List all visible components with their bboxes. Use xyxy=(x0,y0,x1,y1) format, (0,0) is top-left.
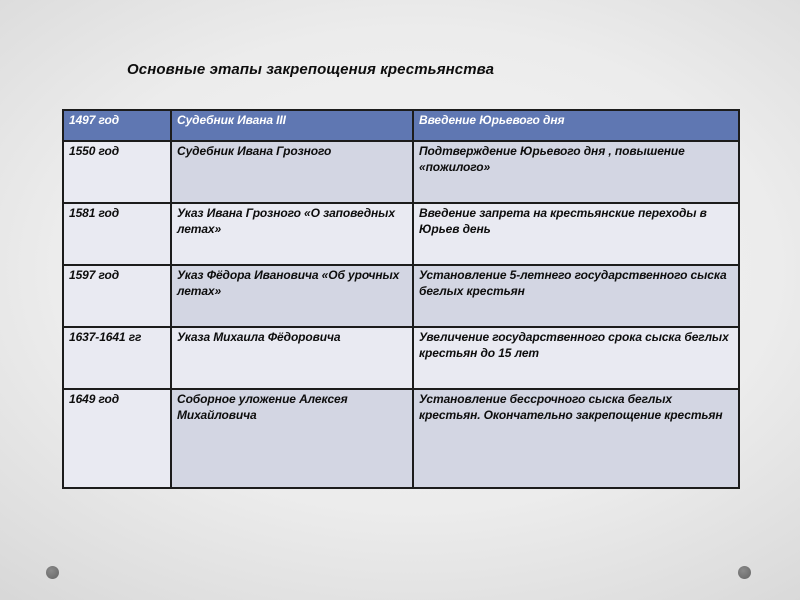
table-header-row xyxy=(63,110,739,141)
year-cell: 1550 год xyxy=(63,141,171,203)
table-row xyxy=(63,389,739,488)
table-row xyxy=(63,141,739,203)
table-row xyxy=(63,265,739,327)
decorative-dot-left xyxy=(46,566,59,579)
document-cell: Указ Фёдора Ивановича «Об урочных летах» xyxy=(171,265,413,327)
header-cell-document: Судебник Ивана III xyxy=(171,110,413,141)
result-cell: Установление 5-летнего государственного сыска беглых крестьян xyxy=(413,265,739,327)
result-cell: Подтверждение Юрьевого дня , повышение «пожилого» xyxy=(413,141,739,203)
document-cell: Судебник Ивана Грозного xyxy=(171,141,413,203)
result-cell: Введение запрета на крестьянские переходы в Юрьев день xyxy=(413,203,739,265)
slide-title: Основные этапы закрепощения крестьянства xyxy=(127,61,495,78)
result-cell: Установление бессрочного сыска беглых крестьян. Окончательно закрепощение крестьян xyxy=(413,389,739,488)
document-cell: Указа Михаила Фёдоровича xyxy=(171,327,413,389)
year-cell: 1637-1641 гг xyxy=(63,327,171,389)
year-cell: 1649 год xyxy=(63,389,171,488)
year-cell: 1597 год xyxy=(63,265,171,327)
year-cell: 1581 год xyxy=(63,203,171,265)
header-cell-year: 1497 год xyxy=(63,110,171,141)
header-cell-result: Введение Юрьевого дня xyxy=(413,110,739,141)
document-cell: Соборное уложение Алексея Михайловича xyxy=(171,389,413,488)
table-row xyxy=(63,327,739,389)
stages-table xyxy=(62,109,740,489)
decorative-dot-right xyxy=(738,566,751,579)
document-cell: Указ Ивана Грозного «О заповедных летах» xyxy=(171,203,413,265)
result-cell: Увеличение государственного срока сыска беглых крестьян до 15 лет xyxy=(413,327,739,389)
table-row xyxy=(63,203,739,265)
